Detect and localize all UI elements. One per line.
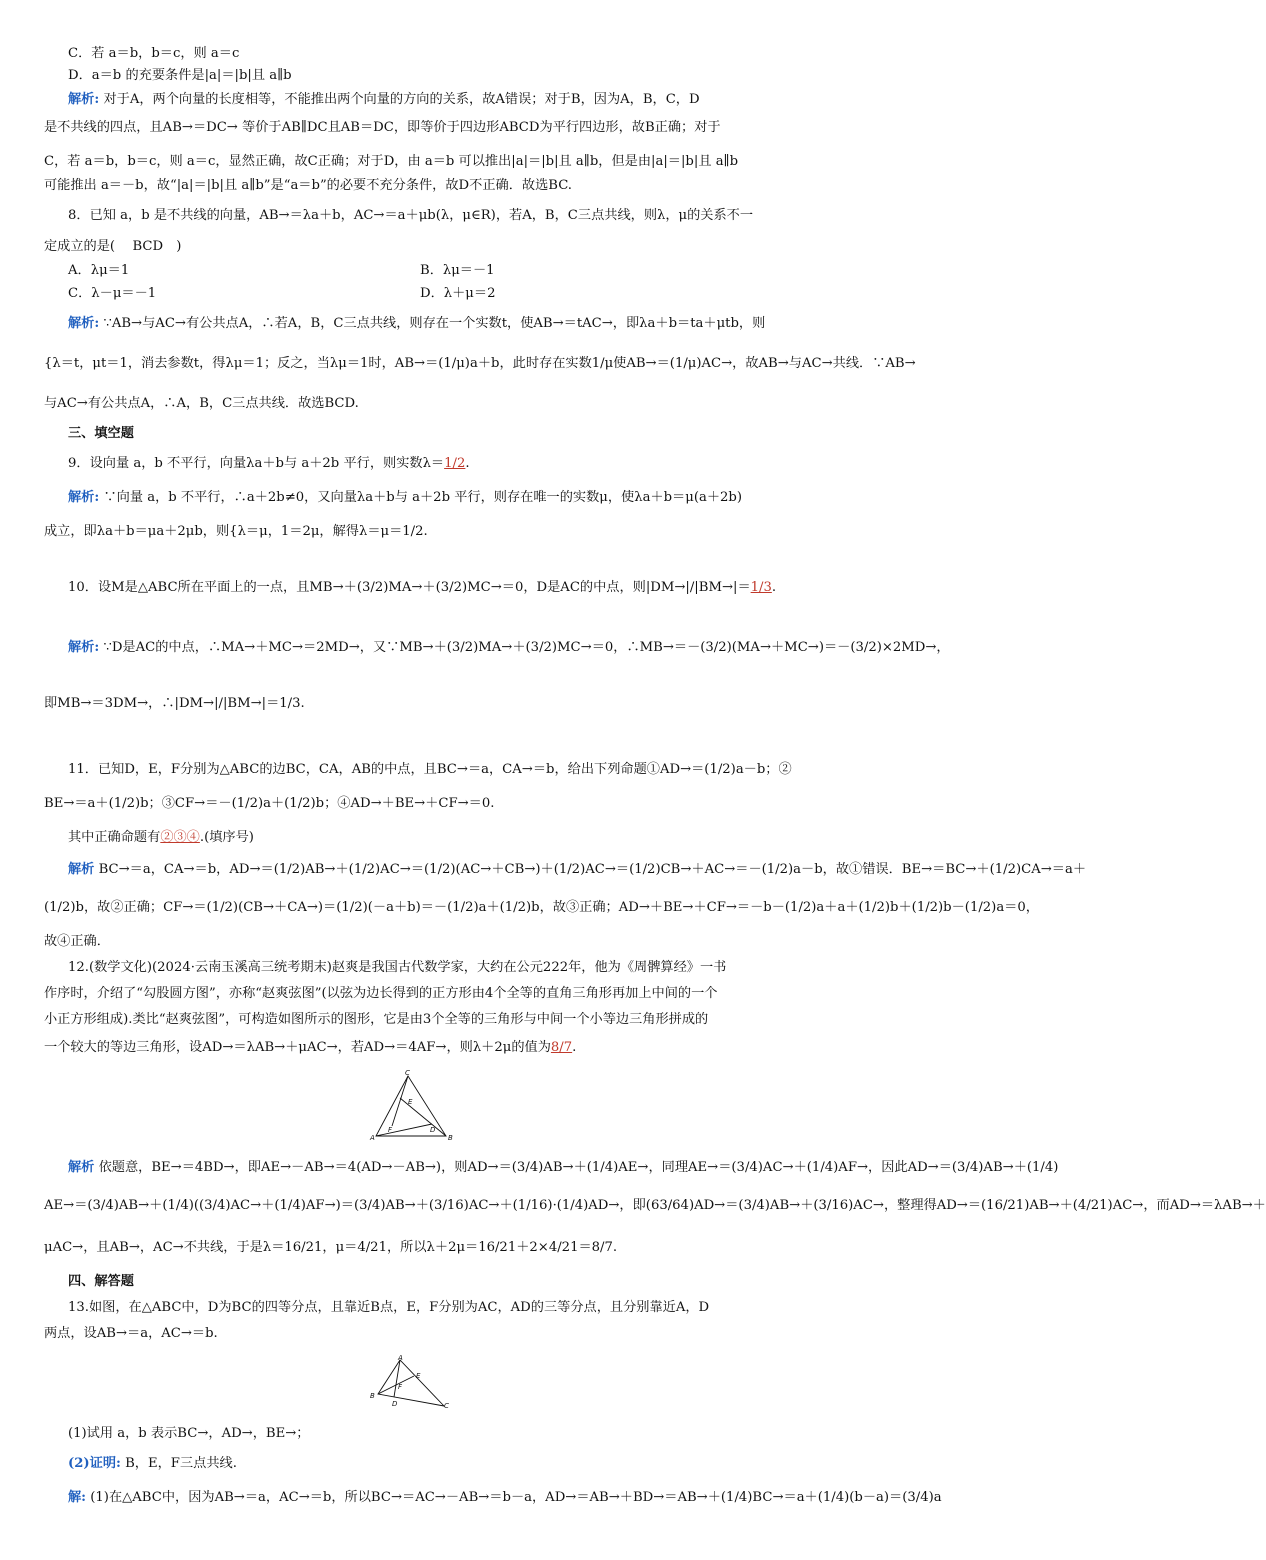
q7-solution-line-4: 可能推出 a＝－b，故“|a|＝|b|且 a∥b”是“a＝b”的必要不充分条件，故D不正确．故选BC. xyxy=(44,178,572,193)
q8-stem-2: 定成立的是( BCD ) xyxy=(44,239,182,254)
fig1-label-f: F xyxy=(388,1126,393,1134)
q9-solution-line-1: 解析: ∵向量 a，b 不平行，∴a＋2b≠0，又向量λa＋b与 a＋2b 平行，则存在唯一的实数μ，使λa＋b＝μ(a＋2b) xyxy=(68,490,742,505)
q8-stem-1: 8．已知 a，b 是不共线的向量，AB→＝λa＋b，AC→＝a＋μb(λ，μ∈R)，若A，B，C三点共线，则λ，μ的关系不一 xyxy=(68,208,754,223)
q12-stem-1: 12.(数学文化)(2024·云南玉溪高三统考期末)赵爽是我国古代数学家，大约在公元222年，他为《周髀算经》一书 xyxy=(68,960,727,975)
q13-stem-2: 两点，设AB→＝a，AC→＝b. xyxy=(44,1326,218,1341)
q12-solution-line-1: 解析 依题意，BE→＝4BD→，即AE→－AB→＝4(AD→－AB→)，则AD→＝(3/4)AB→＋(1/4)AE→，同理AE→＝(3/4)AC→＋(1/4)AF→，因此AD→＝(3/4)AB→＋(1/4) xyxy=(68,1160,1059,1175)
q13-part-1: (1)试用 a，b 表示BC→，AD→，BE→； xyxy=(68,1426,310,1441)
q11-solution-line-2: (1/2)b，故②正确；CF→＝(1/2)(CB→＋CA→)＝(1/2)(－a＋b)＝－(1/2)a＋(1/2)b，故③正确；AD→＋BE→＋CF→＝－b－(1/2)a＋a＋(1/2)b＋(1/2)b－(1/2)a＝0， xyxy=(44,900,1039,915)
q13-stem-1: 13.如图，在△ABC中，D为BC的四等分点，且靠近B点，E，F分别为AC，AD的三等分点，且分别靠近A，D xyxy=(68,1300,710,1315)
solution-label: 解析 xyxy=(68,1160,95,1175)
solution-label: 解析: xyxy=(68,316,100,331)
q12-stem-3: 小正方形组成).类比“赵爽弦图”，可构造如图所示的图形，它是由3个全等的三角形与中间一个小等边三角形拼成的 xyxy=(44,1012,709,1027)
section-fill-in: 三、填空题 xyxy=(68,426,134,441)
triangle-abc-figure xyxy=(366,1354,456,1410)
section-answers: 四、解答题 xyxy=(68,1274,134,1289)
q11-solution-line-3: 故④正确． xyxy=(44,934,110,949)
q12-answer: 8/7 xyxy=(550,1040,573,1055)
fig2-label-a: A xyxy=(398,1354,403,1362)
q8-option-a: A．λμ＝1 xyxy=(68,263,130,278)
q9-answer: 1/2 xyxy=(444,456,466,471)
option-c: C．若 a＝b，b＝c，则 a＝c xyxy=(68,46,240,61)
q8-option-b: B．λμ＝－1 xyxy=(420,263,495,278)
q7-solution-line-2: 是不共线的四点，且AB→＝DC→ 等价于AB∥DC且AB＝DC，即等价于四边形ABCD为平行四边形，故B正确；对于 xyxy=(44,120,721,135)
q11-answer: ②③④ xyxy=(160,830,200,845)
q8-solution-line-2: {λ＝t，μt＝1，消去参数t，得λμ＝1；反之，当λμ＝1时，AB→＝(1/μ)a＋b，此时存在实数1/μ使AB→＝(1/μ)AC→，故AB→与AC→共线．∵AB→ xyxy=(44,356,916,371)
q8-options-row-2 xyxy=(68,284,764,304)
q8-option-d: D．λ＋μ＝2 xyxy=(420,286,496,301)
fig2-label-c: C xyxy=(444,1402,449,1410)
fig1-label-c: C xyxy=(405,1069,410,1077)
fig2-label-b: B xyxy=(370,1392,375,1400)
q9-stem: 9．设向量 a，b 不平行，向量λa＋b与 a＋2b 平行，则实数λ＝1/2. xyxy=(68,456,470,471)
q11-stem-2: BE→＝a＋(1/2)b；③CF→＝－(1/2)a＋(1/2)b；④AD→＋BE→＋CF→＝0. xyxy=(44,796,495,811)
zhao-shuang-triangle-figure xyxy=(364,1068,464,1146)
q11-stem-1: 11．已知D，E，F分别为△ABC的边BC，CA，AB的中点，且BC→＝a，CA→＝b，给出下列命题①AD→＝(1/2)a－b；② xyxy=(68,762,792,777)
q12-solution-line-2: AE→＝(3/4)AB→＋(1/4)((3/4)AC→＋(1/4)AF→)＝(3/4)AB→＋(3/16)AC→＋(1/16)·(1/4)AD→，即(63/64)AD→＝(3/4)AB→＋(3/16)AC→，整理得AD→＝(16/21)AB→＋(4/21)AC→，而AD→＝λAB→＋ xyxy=(44,1198,1266,1213)
option-d: D．a＝b 的充要条件是|a|＝|b|且 a∥b xyxy=(68,68,292,83)
q12-solution-line-3: μAC→，且AB→，AC→不共线，于是λ＝16/21，μ＝4/21，所以λ＋2μ＝16/21＋2×4/21＝8/7. xyxy=(44,1240,618,1255)
fig1-label-e: E xyxy=(408,1098,413,1106)
fig1-label-a: A xyxy=(370,1134,375,1142)
q13-solution-line-1: 解: (1)在△ABC中，因为AB→＝a，AC→＝b，所以BC→＝AC→－AB→＝b－a，AD→＝AB→＋BD→＝AB→＋(1/4)BC→＝a＋(1/4)(b－a)＝(3/4)a xyxy=(68,1490,942,1505)
solution-label: 解析 xyxy=(68,862,95,877)
solution-label: 解析: xyxy=(68,92,100,107)
q10-stem: 10．设M是△ABC所在平面上的一点，且MB→＋(3/2)MA→＋(3/2)MC→＝0，D是AC的中点，则|DM→|/|BM→|＝1/3. xyxy=(68,580,777,595)
fig1-label-b: B xyxy=(448,1134,453,1142)
q10-answer: 1/3 xyxy=(750,580,772,595)
q13-part-2: (2)证明: B，E，F三点共线. xyxy=(68,1456,237,1471)
q7-solution-line-1: 解析: 对于A，两个向量的长度相等，不能推出两个向量的方向的关系，故A错误；对于B，因为A，B，C，D xyxy=(68,92,700,107)
q10-solution-line-2: 即MB→＝3DM→，∴|DM→|/|BM→|＝1/3. xyxy=(44,696,305,711)
fig2-label-d: D xyxy=(392,1400,398,1408)
q7-solution-line-3: C，若 a＝b，b＝c，则 a＝c，显然正确，故C正确；对于D，由 a＝b 可以推出|a|＝|b|且 a∥b，但是由|a|＝|b|且 a∥b xyxy=(44,154,739,169)
q11-stem-3: 其中正确命题有②③④.(填序号) xyxy=(68,830,254,845)
fig2-label-f: F xyxy=(398,1383,403,1391)
q12-stem-4: 一个较大的等边三角形，设AD→＝λAB→＋μAC→，若AD→＝4AF→，则λ＋2μ的值为8/7. xyxy=(44,1040,577,1055)
q8-solution-line-1: 解析: ∵AB→与AC→有公共点A，∴若A，B，C三点共线，则存在一个实数t，使AB→＝tAC→，即λa＋b＝ta＋μtb，则 xyxy=(68,316,766,331)
fig2-label-e: E xyxy=(416,1372,421,1380)
q12-stem-2: 作序时，介绍了“勾股圆方图”，亦称“赵爽弦图”(以弦为边长得到的正方形由4个全等的直角三角形再加上中间的一个 xyxy=(44,986,718,1001)
q10-solution-line-1: 解析: ∵D是AC的中点，∴MA→＋MC→＝2MD→，又∵MB→＋(3/2)MA→＋(3/2)MC→＝0，∴MB→＝－(3/2)(MA→＋MC→)＝－(3/2)×2MD→， xyxy=(68,640,950,655)
q11-solution-line-1: 解析 BC→＝a，CA→＝b，AD→＝(1/2)AB→＋(1/2)AC→＝(1/2)(AC→＋CB→)＋(1/2)AC→＝(1/2)CB→＋AC→＝－(1/2)a－b，故①错误．BE→＝BC→＋(1/2)CA→＝a＋ xyxy=(68,862,1087,877)
q8-solution-line-3: 与AC→有公共点A，∴A，B，C三点共线．故选BCD. xyxy=(44,396,359,411)
solution-label: 解析: xyxy=(68,640,100,655)
solution-label: 解析: xyxy=(68,490,100,505)
fig1-label-d: D xyxy=(430,1126,436,1134)
q8-option-c: C．λ－μ＝－1 xyxy=(68,286,157,301)
proof-label: (2)证明: xyxy=(68,1456,121,1471)
q8-options-row-1 xyxy=(68,261,764,281)
solution-label: 解: xyxy=(68,1490,87,1505)
q9-solution-line-2: 成立，即λa＋b＝μa＋2μb，则{λ＝μ，1＝2μ，解得λ＝μ＝1/2. xyxy=(44,524,428,539)
